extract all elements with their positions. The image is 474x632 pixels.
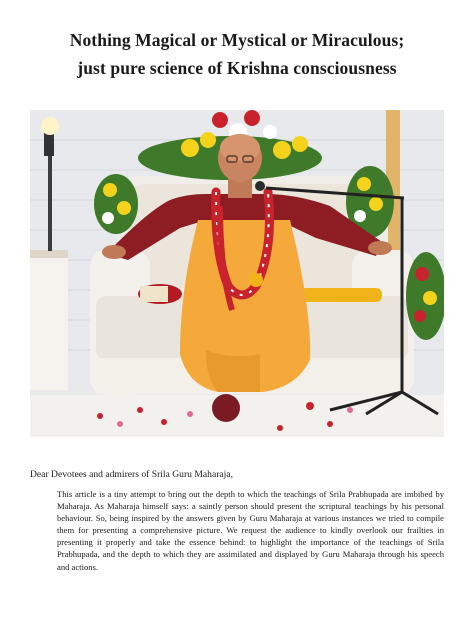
title-line-2: just pure science of Krishna consciousness	[77, 58, 397, 78]
speaker-photo	[30, 110, 444, 437]
letter-paragraph: This article is a tiny attempt to bring out the depth to which the teachings of Srila Prabhupada are imbibed by Maharaja. As Maharaja himself says: a saintly person should present the scriptural teachings by his personal behaviour. So, being inspired by the answers given by Guru Maharaja at various instances we tried to compile them for presenting a comprehensive picture. We request the audience to kindly overlook our frailties in presenting it properly and take the essence behind: to highlight the importance of the teachings of Srila Prabhupada, and the depth to which they are assimilated and displayed by Guru Maharaja through his speech and actions.	[57, 489, 444, 572]
letter-salutation: Dear Devotees and admirers of Srila Guru Maharaja,	[30, 469, 233, 480]
title-line-1: Nothing Magical or Mystical or Miraculous;	[69, 30, 405, 50]
page-title	[0, 26, 474, 82]
